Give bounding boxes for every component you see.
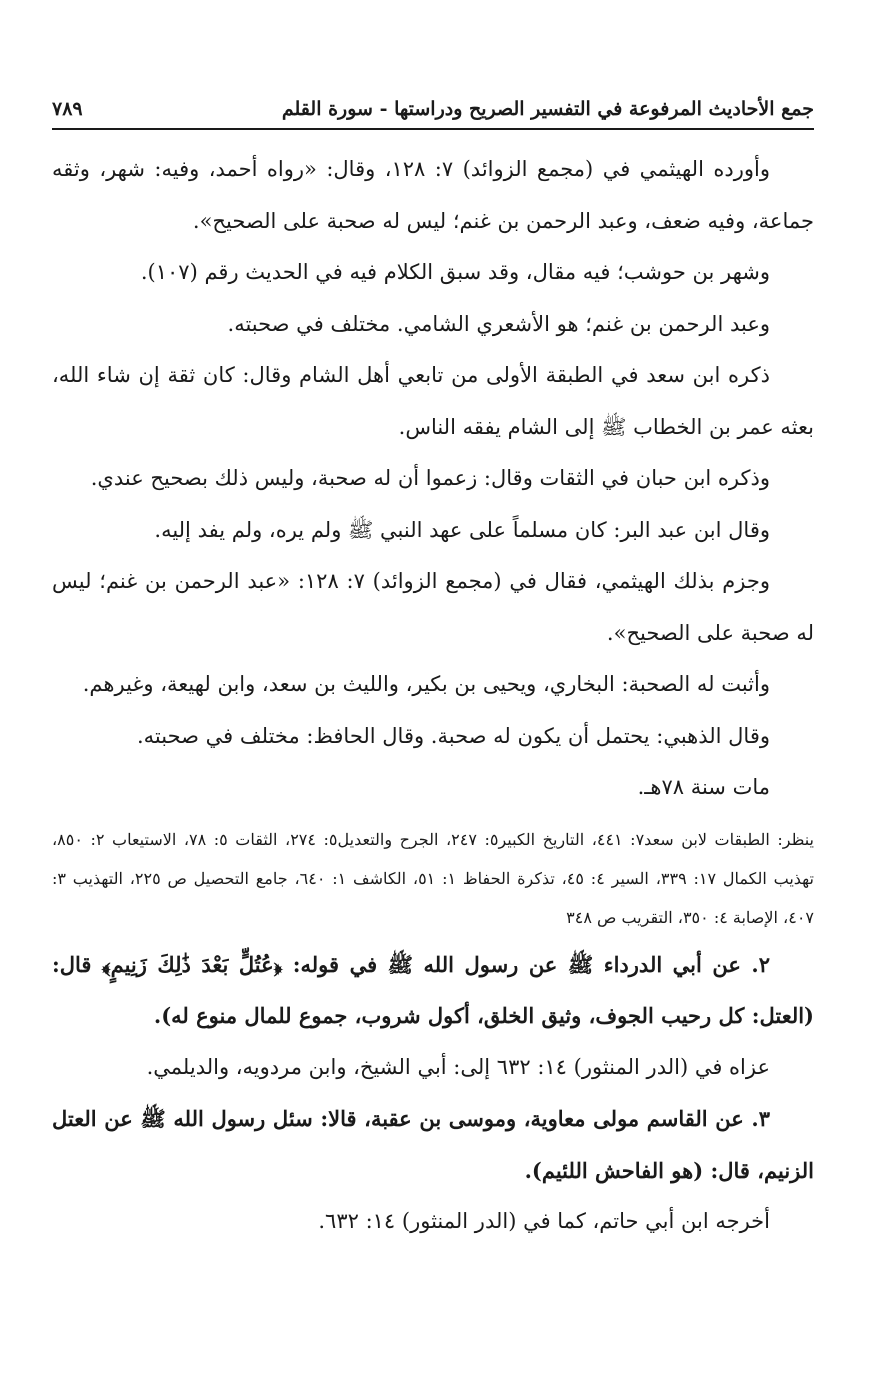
running-title: جمع الأحاديث المرفوعة في التفسير الصريح ودراستها - سورة القلم	[281, 98, 814, 120]
hadith-2-source: عزاه في (الدر المنثور) ١٤: ٦٣٢ إلى: أبي الشيخ، وابن مردويه، والديلمي.	[146, 1054, 770, 1079]
paragraph: وعبد الرحمن بن غنم؛ هو الأشعري الشامي. مختلف في صحبته.	[227, 311, 770, 336]
references: ينظر: الطبقات لابن سعد٧: ٤٤١، التاريخ الكبير٥: ٢٤٧، الجرح والتعديل٥: ٢٧٤، الثقات ٥: ٧٨، الاستيعاب ٢: ٨٥٠، تهذيب الكمال ١٧: ٣٣٩، السير ٤: ٤٥، تذكرة الحفاظ ١: ٥١، الكاشف ١: ٦٤٠، جامع التحصيل ص ٢٢٥، التهذيب ٣: ٤٠٧، الإصابة ٤: ٣٥٠، التقريب ص ٣٤٨	[52, 829, 815, 927]
paragraph: ذكره ابن سعد في الطبقة الأولى من تابعي أهل الشام وقال: كان ثقة إن شاء الله، بعثه عمر بن الخطاب ﷺ إلى الشام يفقه الناس.	[52, 363, 814, 439]
page-number: ٧٨٩	[52, 98, 83, 120]
paragraph: وجزم بذلك الهيثمي، فقال في (مجمع الزوائد) ٧: ١٢٨: «عبد الرحمن بن غنم؛ ليس له صحبة على الصحيح».	[52, 569, 814, 645]
paragraph: وقال ابن عبد البر: كان مسلماً على عهد النبي ﷺ ولم يره، ولم يفد إليه.	[154, 517, 770, 542]
hadith-3-source: أخرجه ابن أبي حاتم، كما في (الدر المنثور) ١٤: ٦٣٢.	[318, 1209, 770, 1233]
hadith-3: ٣. عن القاسم مولى معاوية، وموسى بن عقبة، قالا: سئل رسول الله ﷺ عن العتل الزنيم، قال: (هو الفاحش اللئيم).	[52, 1106, 814, 1183]
paragraph: مات سنة ٧٨هـ.	[637, 775, 770, 799]
paragraph: وقال الذهبي: يحتمل أن يكون له صحبة. وقال الحافظ: مختلف في صحبته.	[136, 723, 770, 748]
document-page	[52, 96, 814, 1248]
paragraph: وأثبت له الصحبة: البخاري، ويحيى بن بكير، والليث بن سعد، وابن لهيعة، وغيرهم.	[82, 672, 770, 696]
body-text	[52, 144, 814, 814]
hadith-2: ٢. عن أبي الدرداء ﷺ عن رسول الله ﷺ في قوله: ﴿عُتُلٍّ بَعْدَ ذَٰلِكَ زَنِيمٍ﴾ قال: (العتل: كل رحيب الجوف، وثيق الخلق، أكول شروب، جموع للمال منوع له).	[52, 951, 814, 1028]
page-header	[52, 96, 814, 130]
paragraph: وشهر بن حوشب؛ فيه مقال، وقد سبق الكلام فيه في الحديث رقم (١٠٧).	[140, 260, 770, 284]
paragraph: وذكره ابن حبان في الثقات وقال: زعموا أن له صحبة، وليس ذلك بصحيح عندي.	[90, 466, 770, 490]
references-block	[52, 820, 814, 937]
paragraph: وأورده الهيثمي في (مجمع الزوائد) ٧: ١٢٨، وقال: «رواه أحمد، وفيه: شهر، وثقه جماعة، وفيه ضعف، وعبد الرحمن بن غنم؛ ليس له صحبة على الصحيح».	[52, 157, 814, 233]
